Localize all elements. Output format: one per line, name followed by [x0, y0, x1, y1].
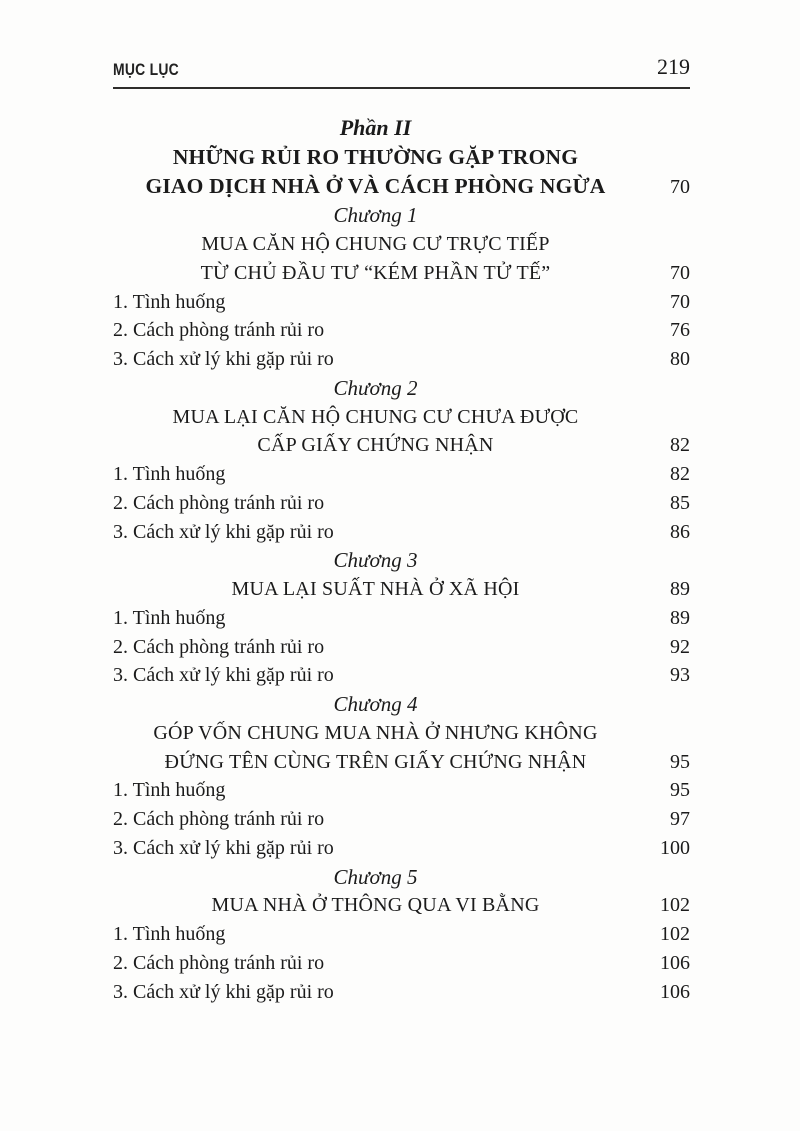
toc-page-number: 102 [660, 894, 690, 917]
toc-chapter-title-line [113, 748, 690, 777]
toc-item [113, 518, 690, 547]
toc-chapter-label-text: Chương 3 [333, 548, 418, 573]
toc-section-title-line [113, 143, 690, 172]
toc-item-text: 1. Tình huống [113, 779, 226, 802]
toc-page-number: 85 [670, 491, 690, 514]
toc-chapter-title-text: CẤP GIẤY CHỨNG NHẬN [257, 434, 494, 457]
toc-item [113, 316, 690, 345]
toc-page-number: 70 [670, 290, 690, 313]
toc-section-title-text: NHỮNG RỦI RO THƯỜNG GẶP TRONG [172, 144, 579, 169]
toc-page-number: 106 [660, 951, 690, 974]
toc-page-number: 70 [670, 175, 690, 198]
toc-page-number: 82 [670, 463, 690, 485]
toc-chapter-title-line [113, 891, 690, 920]
toc-chapter-title-text: TỪ CHỦ ĐẦU TƯ “KÉM PHẦN TỬ TẾ” [200, 261, 551, 284]
toc-item-text: 3. Cách xử lý khi gặp rủi ro [113, 664, 334, 687]
running-header-title: MỤC LỤC [113, 60, 179, 79]
toc-page-number: 95 [670, 779, 690, 802]
toc-chapter-title-line [113, 230, 690, 259]
toc-part-label-text: Phần II [339, 115, 412, 140]
toc-chapter-label-text: Chương 1 [333, 203, 418, 228]
toc-chapter-label [113, 374, 690, 403]
toc-page-number: 76 [670, 319, 690, 342]
toc-item-text: 3. Cách xử lý khi gặp rủi ro [113, 348, 334, 370]
toc-item-text: 2. Cách phòng tránh rủi ro [113, 808, 325, 830]
toc-chapter-title-line [113, 403, 690, 432]
toc-item-text: 1. Tình huống [113, 463, 226, 485]
toc-page-number: 97 [670, 808, 690, 830]
toc-item-text: 2. Cách phòng tránh rủi ro [113, 635, 325, 658]
toc-item-text: 2. Cách phòng tránh rủi ro [113, 951, 325, 974]
toc-chapter-label [113, 863, 690, 892]
toc-chapter-label-text: Chương 5 [333, 864, 418, 889]
toc-chapter-title-line [113, 259, 690, 288]
toc-page-number: 80 [670, 348, 690, 370]
toc-item [113, 661, 690, 690]
toc-page-number: 102 [660, 923, 690, 945]
toc-page-number: 106 [660, 980, 690, 1003]
toc-item-text: 2. Cách phòng tránh rủi ro [113, 319, 325, 342]
toc-chapter-label [113, 546, 690, 575]
toc-page-number: 100 [660, 836, 690, 859]
toc-item [113, 920, 690, 949]
toc-page-number: 92 [670, 635, 690, 658]
toc-page-number: 86 [670, 520, 690, 543]
toc-chapter-label [113, 690, 690, 719]
toc-chapter-title-text: MUA NHÀ Ở THÔNG QUA VI BẰNG [211, 894, 540, 917]
toc-page-number: 89 [670, 578, 690, 600]
toc-chapter-title-text: MUA LẠI SUẤT NHÀ Ở XÃ HỘI [231, 578, 520, 600]
toc-item [113, 633, 690, 662]
toc-chapter-label-text: Chương 4 [333, 692, 418, 716]
toc-page-number: 93 [670, 664, 690, 687]
toc-item [113, 288, 690, 317]
toc-page-number: 89 [670, 606, 690, 629]
running-header [113, 54, 690, 89]
toc-chapter-title-text: GÓP VỐN CHUNG MUA NHÀ Ở NHƯNG KHÔNG [153, 721, 598, 744]
toc-chapter-title-text: ĐỨNG TÊN CÙNG TRÊN GIẤY CHỨNG NHẬN [164, 750, 587, 773]
toc-item-text: 1. Tình huống [113, 606, 226, 629]
toc-item [113, 949, 690, 978]
toc-section-title-text: GIAO DỊCH NHÀ Ở VÀ CÁCH PHÒNG NGỪA [145, 173, 606, 198]
toc-item [113, 604, 690, 633]
toc-item-text: 2. Cách phòng tránh rủi ro [113, 491, 325, 514]
toc-item [113, 805, 690, 834]
toc-chapter-label [113, 201, 690, 230]
toc-item [113, 345, 690, 374]
toc-item [113, 489, 690, 518]
toc-page-number: 70 [670, 261, 690, 284]
toc-part-label [113, 114, 690, 143]
toc-item-text: 1. Tình huống [113, 923, 226, 945]
toc-page-number: 95 [670, 750, 690, 773]
page-number: 219 [657, 54, 690, 79]
toc-item-text: 3. Cách xử lý khi gặp rủi ro [113, 980, 334, 1003]
toc-item-text: 3. Cách xử lý khi gặp rủi ro [113, 836, 334, 859]
toc-page-number: 82 [670, 434, 690, 457]
toc-section-title-line [113, 172, 690, 202]
toc-chapter-title-line [113, 431, 690, 460]
toc-chapter-title-text: MUA CĂN HỘ CHUNG CƯ TRỰC TIẾP [201, 233, 550, 255]
toc-chapter-label-text: Chương 2 [333, 375, 418, 400]
toc-item [113, 978, 690, 1007]
toc-item-text: 3. Cách xử lý khi gặp rủi ro [113, 520, 334, 543]
toc-chapter-title-line [113, 719, 690, 748]
toc-chapter-title-text: MUA LẠI CĂN HỘ CHUNG CƯ CHƯA ĐƯỢC [172, 405, 579, 428]
toc-item [113, 460, 690, 489]
table-of-contents [113, 114, 690, 1006]
toc-item [113, 834, 690, 863]
toc-chapter-title-line [113, 575, 690, 604]
toc-item-text: 1. Tình huống [113, 290, 226, 313]
toc-item [113, 776, 690, 805]
